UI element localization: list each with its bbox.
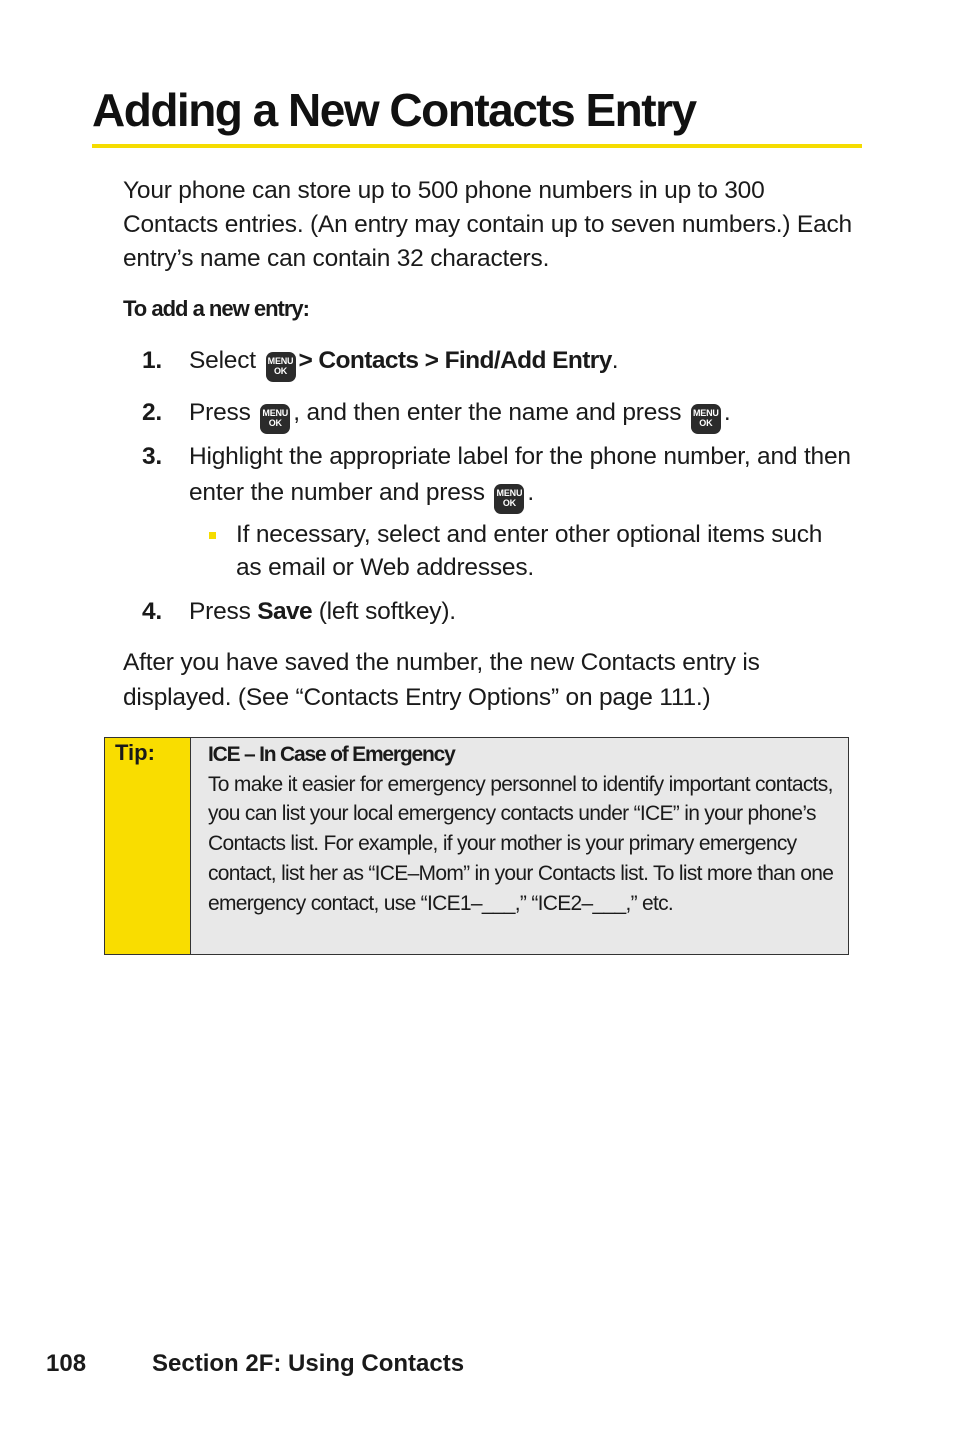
after-paragraph: After you have saved the number, the new Contacts entry is displayed. (See “Contacts Entry Options” on page 111.) bbox=[123, 649, 760, 711]
bullet-text: If necessary, select and enter other optional items such as email or Web addresses. bbox=[236, 521, 823, 581]
step-text: Press Save (left softkey). bbox=[189, 598, 456, 625]
menu-ok-key-icon: MENU OK bbox=[266, 352, 296, 382]
step-text: Select MENU OK > Contacts > Find/Add Entry. bbox=[189, 343, 859, 382]
menu-ok-key-icon: MENU OK bbox=[691, 404, 721, 434]
tip-content bbox=[208, 740, 838, 918]
procedure-heading: To add a new entry: bbox=[123, 296, 309, 321]
step-number: 1. bbox=[142, 347, 163, 374]
step-number: 3. bbox=[142, 443, 163, 470]
step-1-pre: Select bbox=[189, 347, 256, 374]
softkey-name: Save bbox=[257, 598, 313, 625]
title-underline bbox=[92, 144, 862, 148]
page-title: Adding a New Contacts Entry bbox=[92, 84, 696, 136]
tip-box bbox=[104, 737, 849, 955]
intro-paragraph: Your phone can store up to 500 phone numbers in up to 300 Contacts entries. (An entry may contain up to seven numbers.) Each entry’s name can contain 32 characters. bbox=[123, 177, 852, 272]
menu-ok-key-icon: MENU OK bbox=[494, 484, 524, 514]
tip-heading: ICE – In Case of Emergency bbox=[208, 743, 455, 766]
page-number: 108 bbox=[46, 1350, 87, 1377]
step-number: 2. bbox=[142, 399, 163, 426]
tip-body: To make it easier for emergency personnel to identify important contacts, you can list your local emergency contacts under “ICE” in your phone’s Contacts list. For example, if your mother is your primary emergency contact, list her as “ICE–Mom” in your Contacts list. To list more than one emergency contact, use “ICE1–___,” “ICE2–___,” etc. bbox=[208, 772, 834, 915]
step-number: 4. bbox=[142, 598, 163, 625]
menu-ok-key-icon: MENU OK bbox=[260, 404, 290, 434]
bullet-square-icon bbox=[209, 532, 216, 539]
tip-label: Tip: bbox=[115, 740, 155, 765]
step-text: Highlight the appropriate label for the phone number, and then enter the number and press MENU OK . bbox=[189, 439, 859, 514]
tip-label-cell bbox=[105, 738, 191, 954]
step-text: Press MENU OK , and then enter the name and press MENU OK . bbox=[189, 395, 859, 434]
section-title: Section 2F: Using Contacts bbox=[152, 1350, 465, 1377]
menu-path: > Contacts > Find/Add Entry bbox=[298, 347, 612, 374]
